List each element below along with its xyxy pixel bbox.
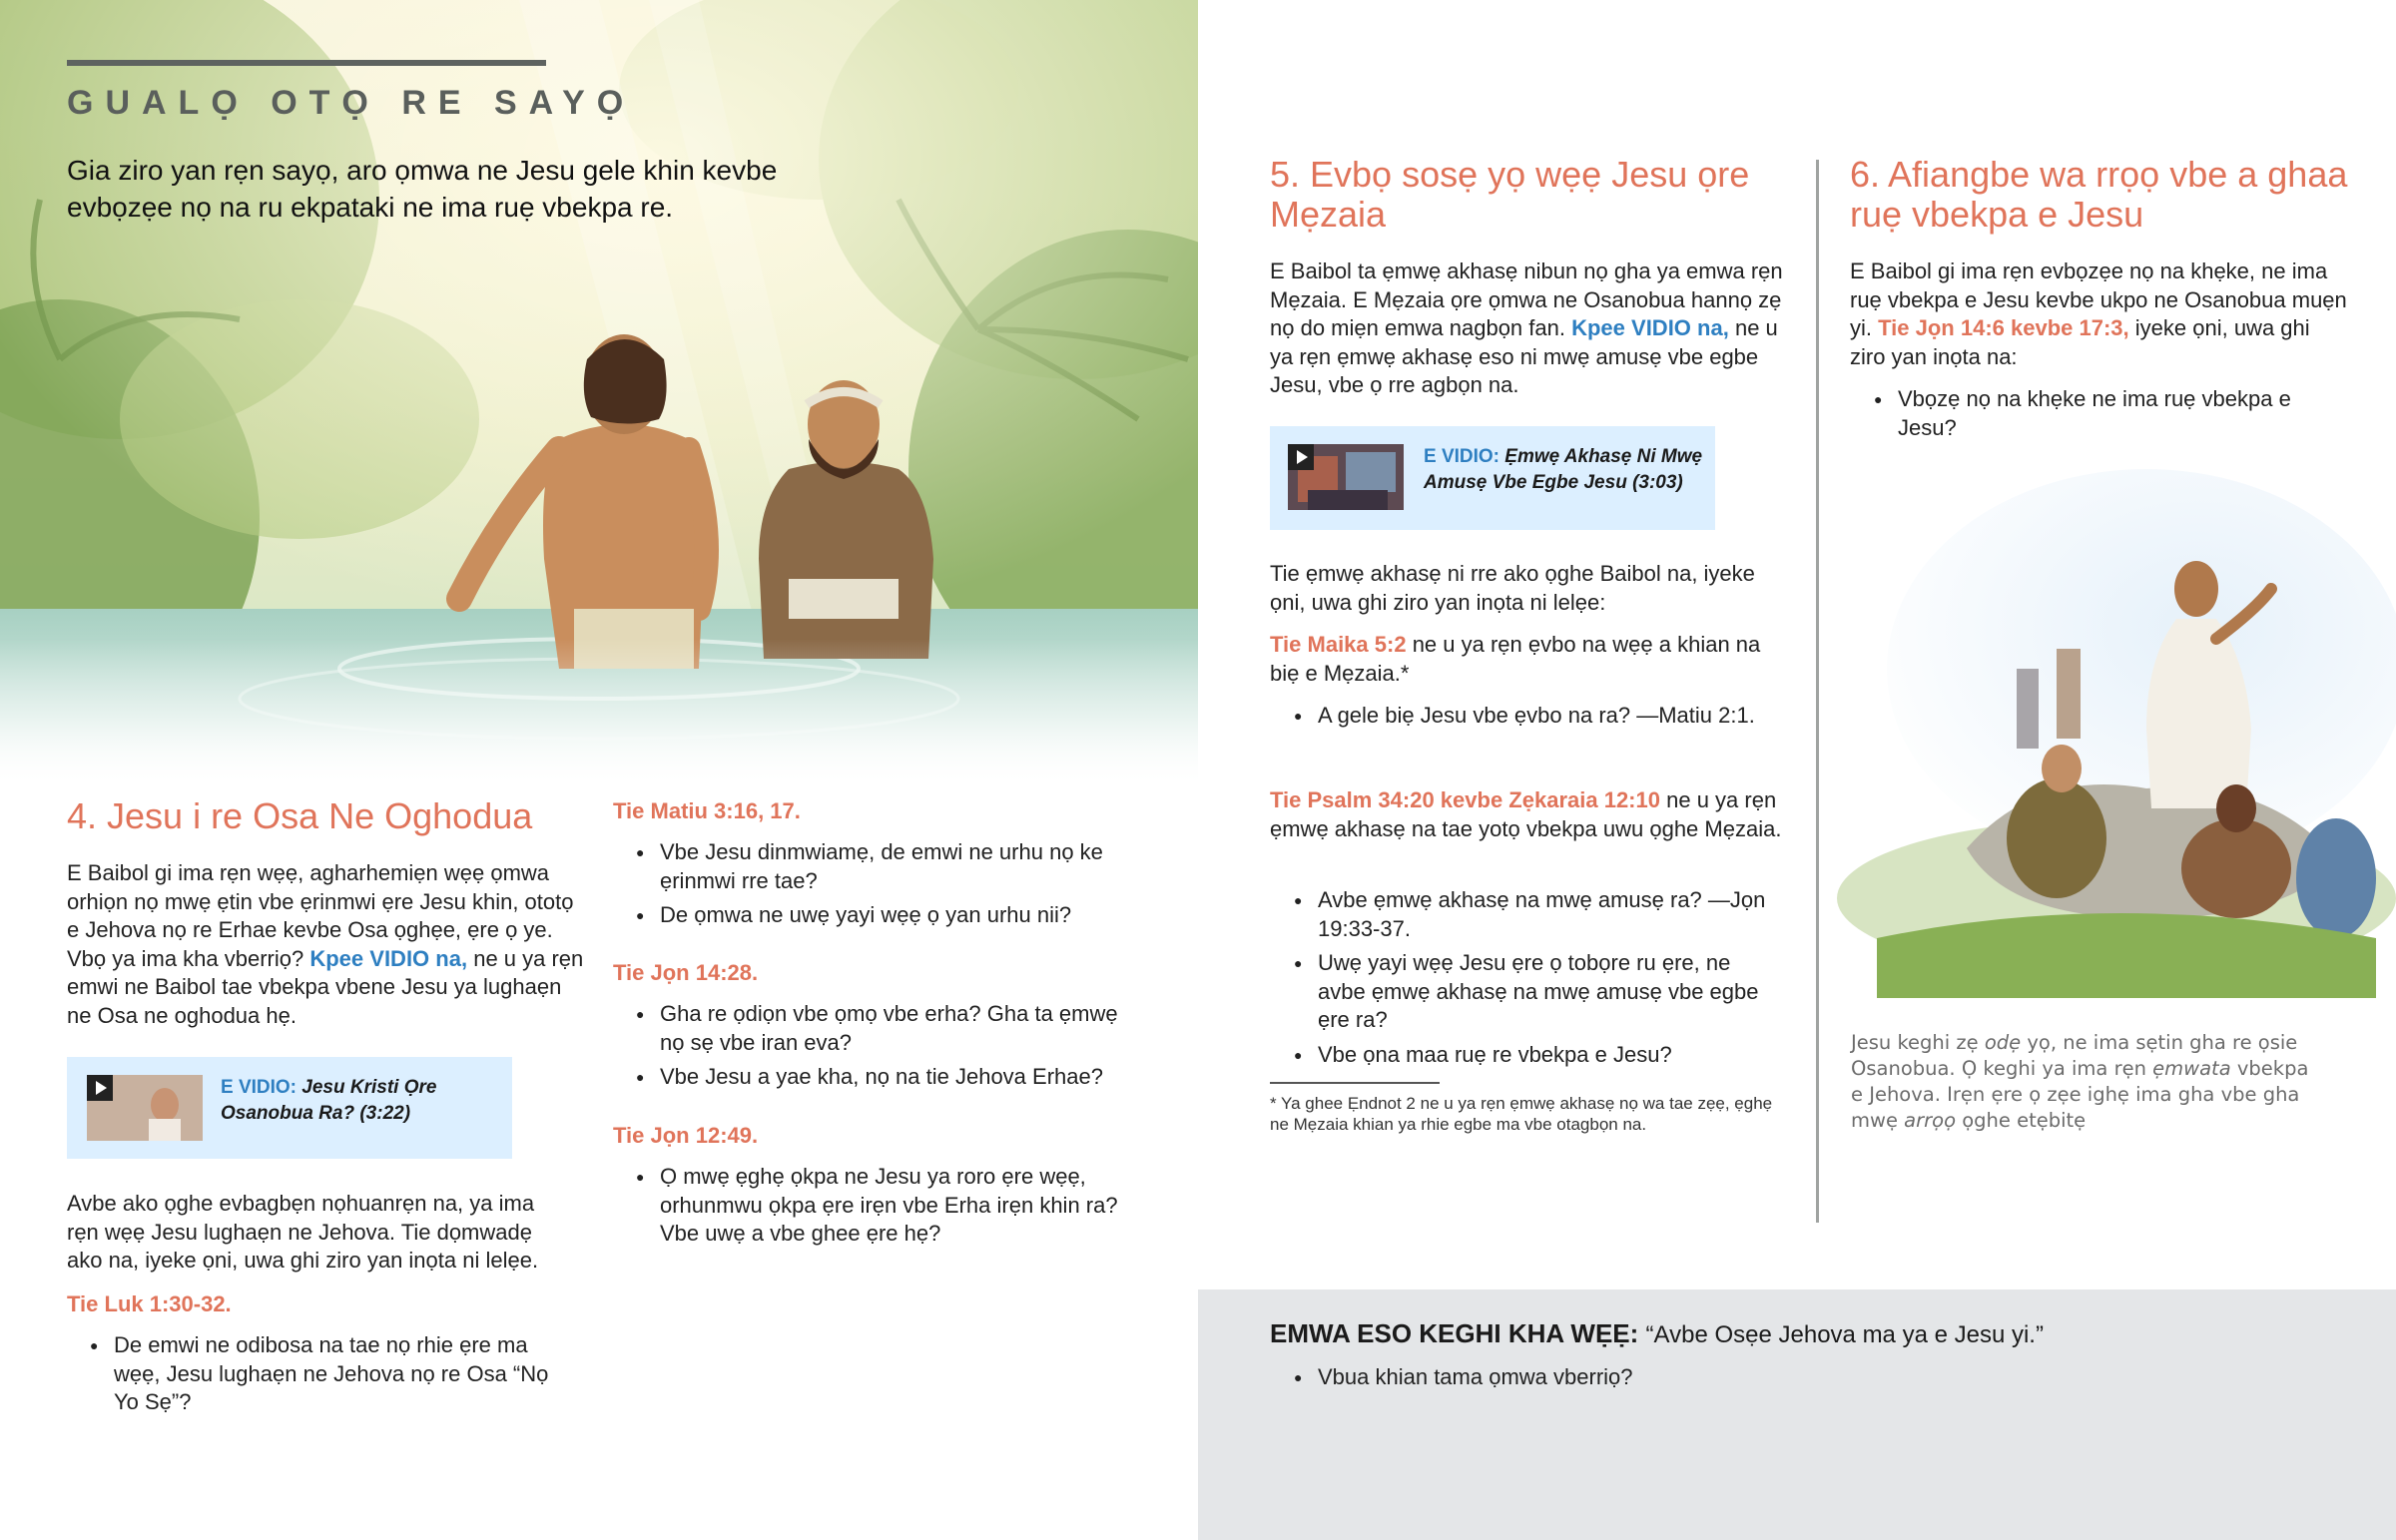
caption-text: ọghe etẹbitẹ bbox=[1962, 1109, 2087, 1132]
question-list-matiu bbox=[636, 838, 1135, 936]
video-title: Jesu Kristi Ọre Osanobua Ra? (3:22) bbox=[221, 1077, 437, 1124]
caption-emphasis: ẹmwata bbox=[2152, 1057, 2231, 1080]
scripture-line-maika bbox=[1270, 631, 1789, 688]
question-item: ● A gele biẹ Jesu vbe ẹvbo na ra? —Matiu 2:1. bbox=[1294, 702, 1773, 731]
question-item: ● Avbe ẹmwẹ akhasẹ na mwẹ amusẹ ra? —Jọn 19:33-37. bbox=[1294, 886, 1773, 943]
question-list-psalm bbox=[1294, 886, 1773, 1075]
caption-emphasis: arrọọ bbox=[1904, 1109, 1957, 1132]
band-quote: “Avbe Osẹe Jehova ma ya e Jesu yi.” bbox=[1645, 1321, 2044, 1348]
some-people-say bbox=[1270, 1315, 2044, 1353]
caption-text: Jesu keghi zẹ bbox=[1851, 1031, 1979, 1054]
section-5-text-tail: ne u ya rẹn ẹmwẹ akhasẹ eso ni mwẹ amusẹ vbe egbe Jesu, vbe ọ rre agbọn na. bbox=[1270, 315, 1778, 397]
illustration-caption bbox=[1851, 1030, 2320, 1134]
band-question-list bbox=[1294, 1363, 1993, 1398]
section-5-heading: 5. Evbọ sosẹ yọ wẹẹ Jesu ọre Mẹzaia bbox=[1270, 154, 1750, 235]
caption-emphasis: odẹ bbox=[1984, 1031, 2022, 1054]
question-item: ● Vbe Jesu a yae kha, nọ na tie Jehova Erhae? bbox=[636, 1063, 1135, 1092]
video-label: E VIDIO: bbox=[1424, 446, 1500, 467]
intro-text: Gia ziro yan rẹn sayọ, aro ọmwa ne Jesu gele khin kevbe evbọzẹe nọ na ru ekpataki ne ima ruẹ vbekpa re. bbox=[67, 155, 778, 223]
video-box-emwe-akhase[interactable] bbox=[1270, 426, 1715, 530]
question-list-maika bbox=[1294, 702, 1773, 737]
play-icon[interactable] bbox=[87, 1075, 113, 1101]
scripture-ref-jon-14-6[interactable]: Tie Jọn 14:6 kevbe 17:3, bbox=[1878, 315, 2129, 340]
question-item: ● Uwẹ yayi wẹẹ Jesu ẹre ọ tobọre ru ẹre, ne avbe ẹmwẹ akhasẹ na mwẹ amusẹ vbe egbe ẹre ra? bbox=[1294, 949, 1773, 1035]
caption-text: yọ, ne ima sẹtin gha re ọsie Osanobua. Ọ keghi ya ima rẹn bbox=[1851, 1031, 2298, 1080]
scripture-line-psalm bbox=[1270, 786, 1789, 843]
scripture-ref-jon-12[interactable]: Tie Jọn 12:49. bbox=[613, 1123, 759, 1148]
section-5-paragraph-2: Tie ẹmwẹ akhasẹ ni rre ako ọghe Baibol na, iyeke ọni, uwa ghi ziro yan inọta ni lelẹe: bbox=[1270, 561, 1755, 615]
video-caption bbox=[221, 1075, 512, 1127]
scripture-line-text: ne u ya rẹn ẹvbo na wẹẹ a khian na biẹ e Mẹzaia.* bbox=[1270, 632, 1761, 686]
section-6-text: E Baibol gi ima rẹn evbọzẹe nọ na khẹke, ne ima ruẹ vbekpa e Jesu kevbe ukpo ne Osanobua muẹn yi. bbox=[1850, 258, 2347, 340]
right-page bbox=[1198, 0, 2396, 1540]
question-item: ● Vbọzẹ nọ na khẹke ne ima ruẹ vbekpa e Jesu? bbox=[1874, 385, 2333, 442]
scripture-ref-jon-14[interactable]: Tie Jọn 14:28. bbox=[613, 960, 759, 985]
section-6-paragraph bbox=[1850, 257, 2349, 371]
section-5-text: E Baibol ta ẹmwẹ akhasẹ nibun nọ gha ya emwa rẹn Mẹzaia. E Mẹzaia ọre ọmwa ne Osanobua hannọ zẹ nọ do miẹn emwa nagbọn fan. bbox=[1270, 258, 1783, 340]
watch-video-link[interactable]: Kpee VIDIO na, bbox=[309, 945, 468, 971]
video-thumbnail[interactable] bbox=[1288, 444, 1404, 510]
play-icon[interactable] bbox=[1288, 444, 1314, 470]
section-6-heading: 6. Afiangbe wa rrọọ vbe a ghaa ruẹ vbekpa e Jesu bbox=[1850, 154, 2348, 235]
footnote: * Ya ghee Ẹndnot 2 ne u ya rẹn ẹmwẹ akhasẹ nọ wa tae zẹẹ, ẹghẹ ne Mẹzaia khian ya rhie egbe ma vbe otagbọn na. bbox=[1270, 1094, 1773, 1134]
section-kicker: GUALỌ OTỌ RE SAYỌ bbox=[67, 84, 636, 122]
caption-text: vbekpa e Jehova. Irẹn ẹre ọ zẹe ighẹ ima gha vbe gha mwẹ bbox=[1851, 1057, 2309, 1132]
video-box-jesus-kristi[interactable] bbox=[67, 1057, 512, 1159]
footnote-rule bbox=[1270, 1082, 1440, 1084]
scripture-ref-maika[interactable]: Tie Maika 5:2 bbox=[1270, 632, 1407, 657]
kicker-bar bbox=[67, 60, 546, 66]
scripture-ref-psalm[interactable]: Tie Psalm 34:20 kevbe Zẹkaraia 12:10 bbox=[1270, 787, 1660, 812]
scripture-ref-luk[interactable]: Tie Luk 1:30-32. bbox=[67, 1291, 232, 1316]
video-thumbnail[interactable] bbox=[87, 1075, 203, 1141]
question-list-luk bbox=[90, 1331, 569, 1423]
section-4-paragraph bbox=[67, 859, 586, 1030]
section-4-paragraph-2: Avbe ako ọghe evbagbẹn nọhuanrẹn na, ya ima rẹn wẹẹ Jesu lughaẹn ne Jehova. Tie dọmwadẹ ako na, iyeke ọni, uwa ghi ziro yan inọta ni lelẹe. bbox=[67, 1191, 539, 1273]
question-item: ● De ọmwa ne uwẹ yayi wẹẹ ọ yan urhu nii? bbox=[636, 901, 1135, 930]
question-list-jon-14 bbox=[636, 1000, 1135, 1098]
question-list-section-6 bbox=[1874, 385, 2333, 448]
band-label: EMWA ESO KEGHI KHA WẸẸ: bbox=[1270, 1318, 1639, 1348]
jesus-teaching-image bbox=[1817, 469, 2396, 998]
scripture-line-text: ne u ya rẹn ẹmwẹ akhasẹ na tae yotọ vbekpa uwu ọghe Mẹzaia. bbox=[1270, 787, 1782, 841]
video-title: Ẹmwẹ Akhasẹ Ni Mwẹ Amusẹ Vbe Egbe Jesu (3:03) bbox=[1424, 446, 1703, 493]
question-item: ● Gha re ọdiọn vbe ọmọ vbe erha? Gha ta ẹmwẹ nọ sẹ vbe iran eva? bbox=[636, 1000, 1135, 1057]
section-4-heading: 4. Jesu i re Osa Ne Oghodua bbox=[67, 795, 533, 836]
section-6-text-tail: iyeke ọni, uwa ghi ziro yan inọta na: bbox=[1850, 315, 2310, 369]
section-4-text-tail: ne u ya rẹn emwi ne Baibol tae vbekpa vbene Jesu ya lughaẹn ne Osa ne oghodua hẹ. bbox=[67, 945, 584, 1028]
question-item: ● De emwi ne odibosa na tae nọ rhie ẹre ma wẹẹ, Jesu lughaẹn ne Jehova nọ re Osa “Nọ Yo Sẹ”? bbox=[90, 1331, 569, 1417]
watch-video-link[interactable]: Kpee VIDIO na, bbox=[1571, 315, 1729, 340]
question-item: ● Vbe ọna maa ruẹ re vbekpa e Jesu? bbox=[1294, 1041, 1773, 1070]
section-5-paragraph bbox=[1270, 257, 1789, 400]
question-item: ● Vbua khian tama ọmwa vberriọ? bbox=[1294, 1363, 1993, 1392]
section-4-text: E Baibol gi ima rẹn wẹẹ, agharhemiẹn wẹẹ ọmwa orhiọn nọ mwẹ ẹtin vbe ẹrinmwi ẹre Jesu khin, ototọ e Jehova nọ re Erhae kevbe Osa ọghẹe, ẹre ọ ye. Vbọ ya ima kha vberriọ? bbox=[67, 860, 574, 971]
video-caption bbox=[1424, 444, 1703, 496]
question-item: ● Ọ mwẹ ẹghẹ ọkpa ne Jesu ya roro ẹre wẹẹ, orhunmwu ọkpa ẹre irẹn vbe Erha irẹn khin ra? Vbe uwẹ a vbe ghee ẹre hẹ? bbox=[636, 1163, 1135, 1249]
question-item: ● Vbe Jesu dinmwiamẹ, de emwi ne urhu nọ ke ẹrinmwi rre tae? bbox=[636, 838, 1135, 895]
question-list-jon-12 bbox=[636, 1163, 1135, 1255]
video-label: E VIDIO: bbox=[221, 1077, 298, 1098]
scripture-ref-matiu[interactable]: Tie Matiu 3:16, 17. bbox=[613, 798, 801, 823]
